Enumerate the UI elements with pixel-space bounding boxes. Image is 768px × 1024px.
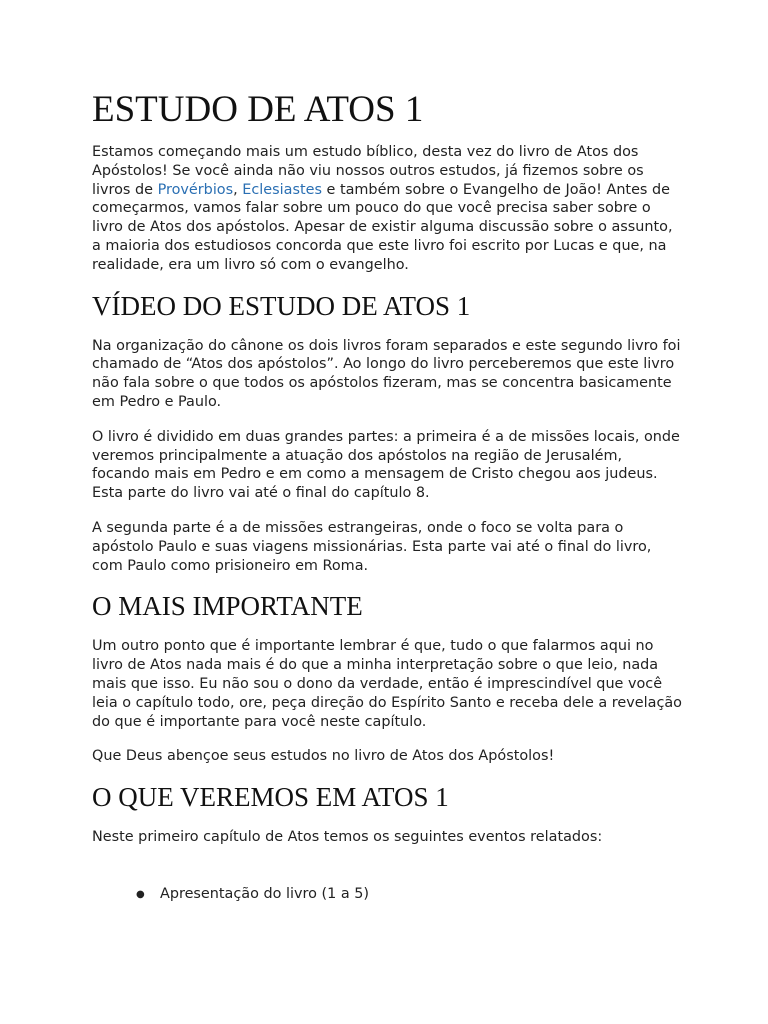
video-paragraph-3: A segunda parte é a de missões estrangeiras, onde o foco se volta para o apóstolo Paulo e suas viagens missionárias. Esta parte vai até o final do livro, com Paulo como prisioneiro em Roma. bbox=[92, 519, 652, 574]
section-heading-video: VÍDEO DO ESTUDO DE ATOS 1 bbox=[92, 290, 471, 321]
proverbios-link[interactable]: Provérbios bbox=[157, 181, 234, 198]
page-title: ESTUDO DE ATOS 1 bbox=[92, 89, 424, 130]
article-content bbox=[92, 90, 682, 904]
bullet-icon: ● bbox=[136, 888, 145, 900]
important-paragraph-1: Um outro ponto que é importante lembrar é que, tudo o que falarmos aqui no livro de Atos nada mais é do que a minha interpretação sobre o que leio, nada mais que isso. Eu não sou o dono da verdade, então é imprescindível que você leia o capítulo todo, ore, peça direção do Espírito Santo e receba dele a revelação do que é importante para você neste capítulo. bbox=[92, 638, 682, 730]
important-paragraph-2: Que Deus abençoe seus estudos no livro de Atos dos Apóstolos! bbox=[92, 748, 555, 765]
section-heading-overview: O QUE VEREMOS EM ATOS 1 bbox=[92, 782, 449, 813]
events-list bbox=[92, 885, 682, 904]
intro-separator: , bbox=[233, 181, 243, 198]
eclesiastes-link[interactable]: Eclesiastes bbox=[242, 181, 322, 198]
list-item-text: Apresentação do livro (1 a 5) bbox=[160, 885, 369, 902]
list-item bbox=[136, 885, 682, 904]
intro-text-2: e também sobre o Evangelho de João! Antes de começarmos, vamos falar sobre um pouco do que você precisa saber sobre o livro de Atos dos apóstolos. Apesar de existir alguma discussão sobre o assunto, a maioria dos estudiosos concorda que este livro foi escrito por Lucas e que, na realidade, era um livro só com o evangelho. bbox=[92, 181, 673, 273]
intro-text-1: Estamos começando mais um estudo bíblico, desta vez do livro de Atos dos Apóstolos! Se você ainda não viu nossos outros estudos, já fizemos sobre os livros de bbox=[92, 144, 644, 198]
video-paragraph-1: Na organização do cânone os dois livros foram separados e este segundo livro foi chamado de “Atos dos apóstolos”. Ao longo do livro perceberemos que este livro não fala sobre o que todos os apóstolos fizeram, mas se concentra basicamente em Pedro e Paulo. bbox=[92, 337, 681, 410]
overview-paragraph: Neste primeiro capítulo de Atos temos os seguintes eventos relatados: bbox=[92, 829, 603, 846]
intro-paragraph bbox=[92, 143, 682, 275]
section-heading-important: O MAIS IMPORTANTE bbox=[92, 591, 363, 622]
video-paragraph-2: O livro é dividido em duas grandes partes: a primeira é a de missões locais, onde veremos principalmente a atuação dos apóstolos na região de Jerusalém, focando mais em Pedro e em como a mensagem de Cristo chegou aos judeus. Esta parte do livro vai até o final do capítulo 8. bbox=[92, 428, 680, 502]
